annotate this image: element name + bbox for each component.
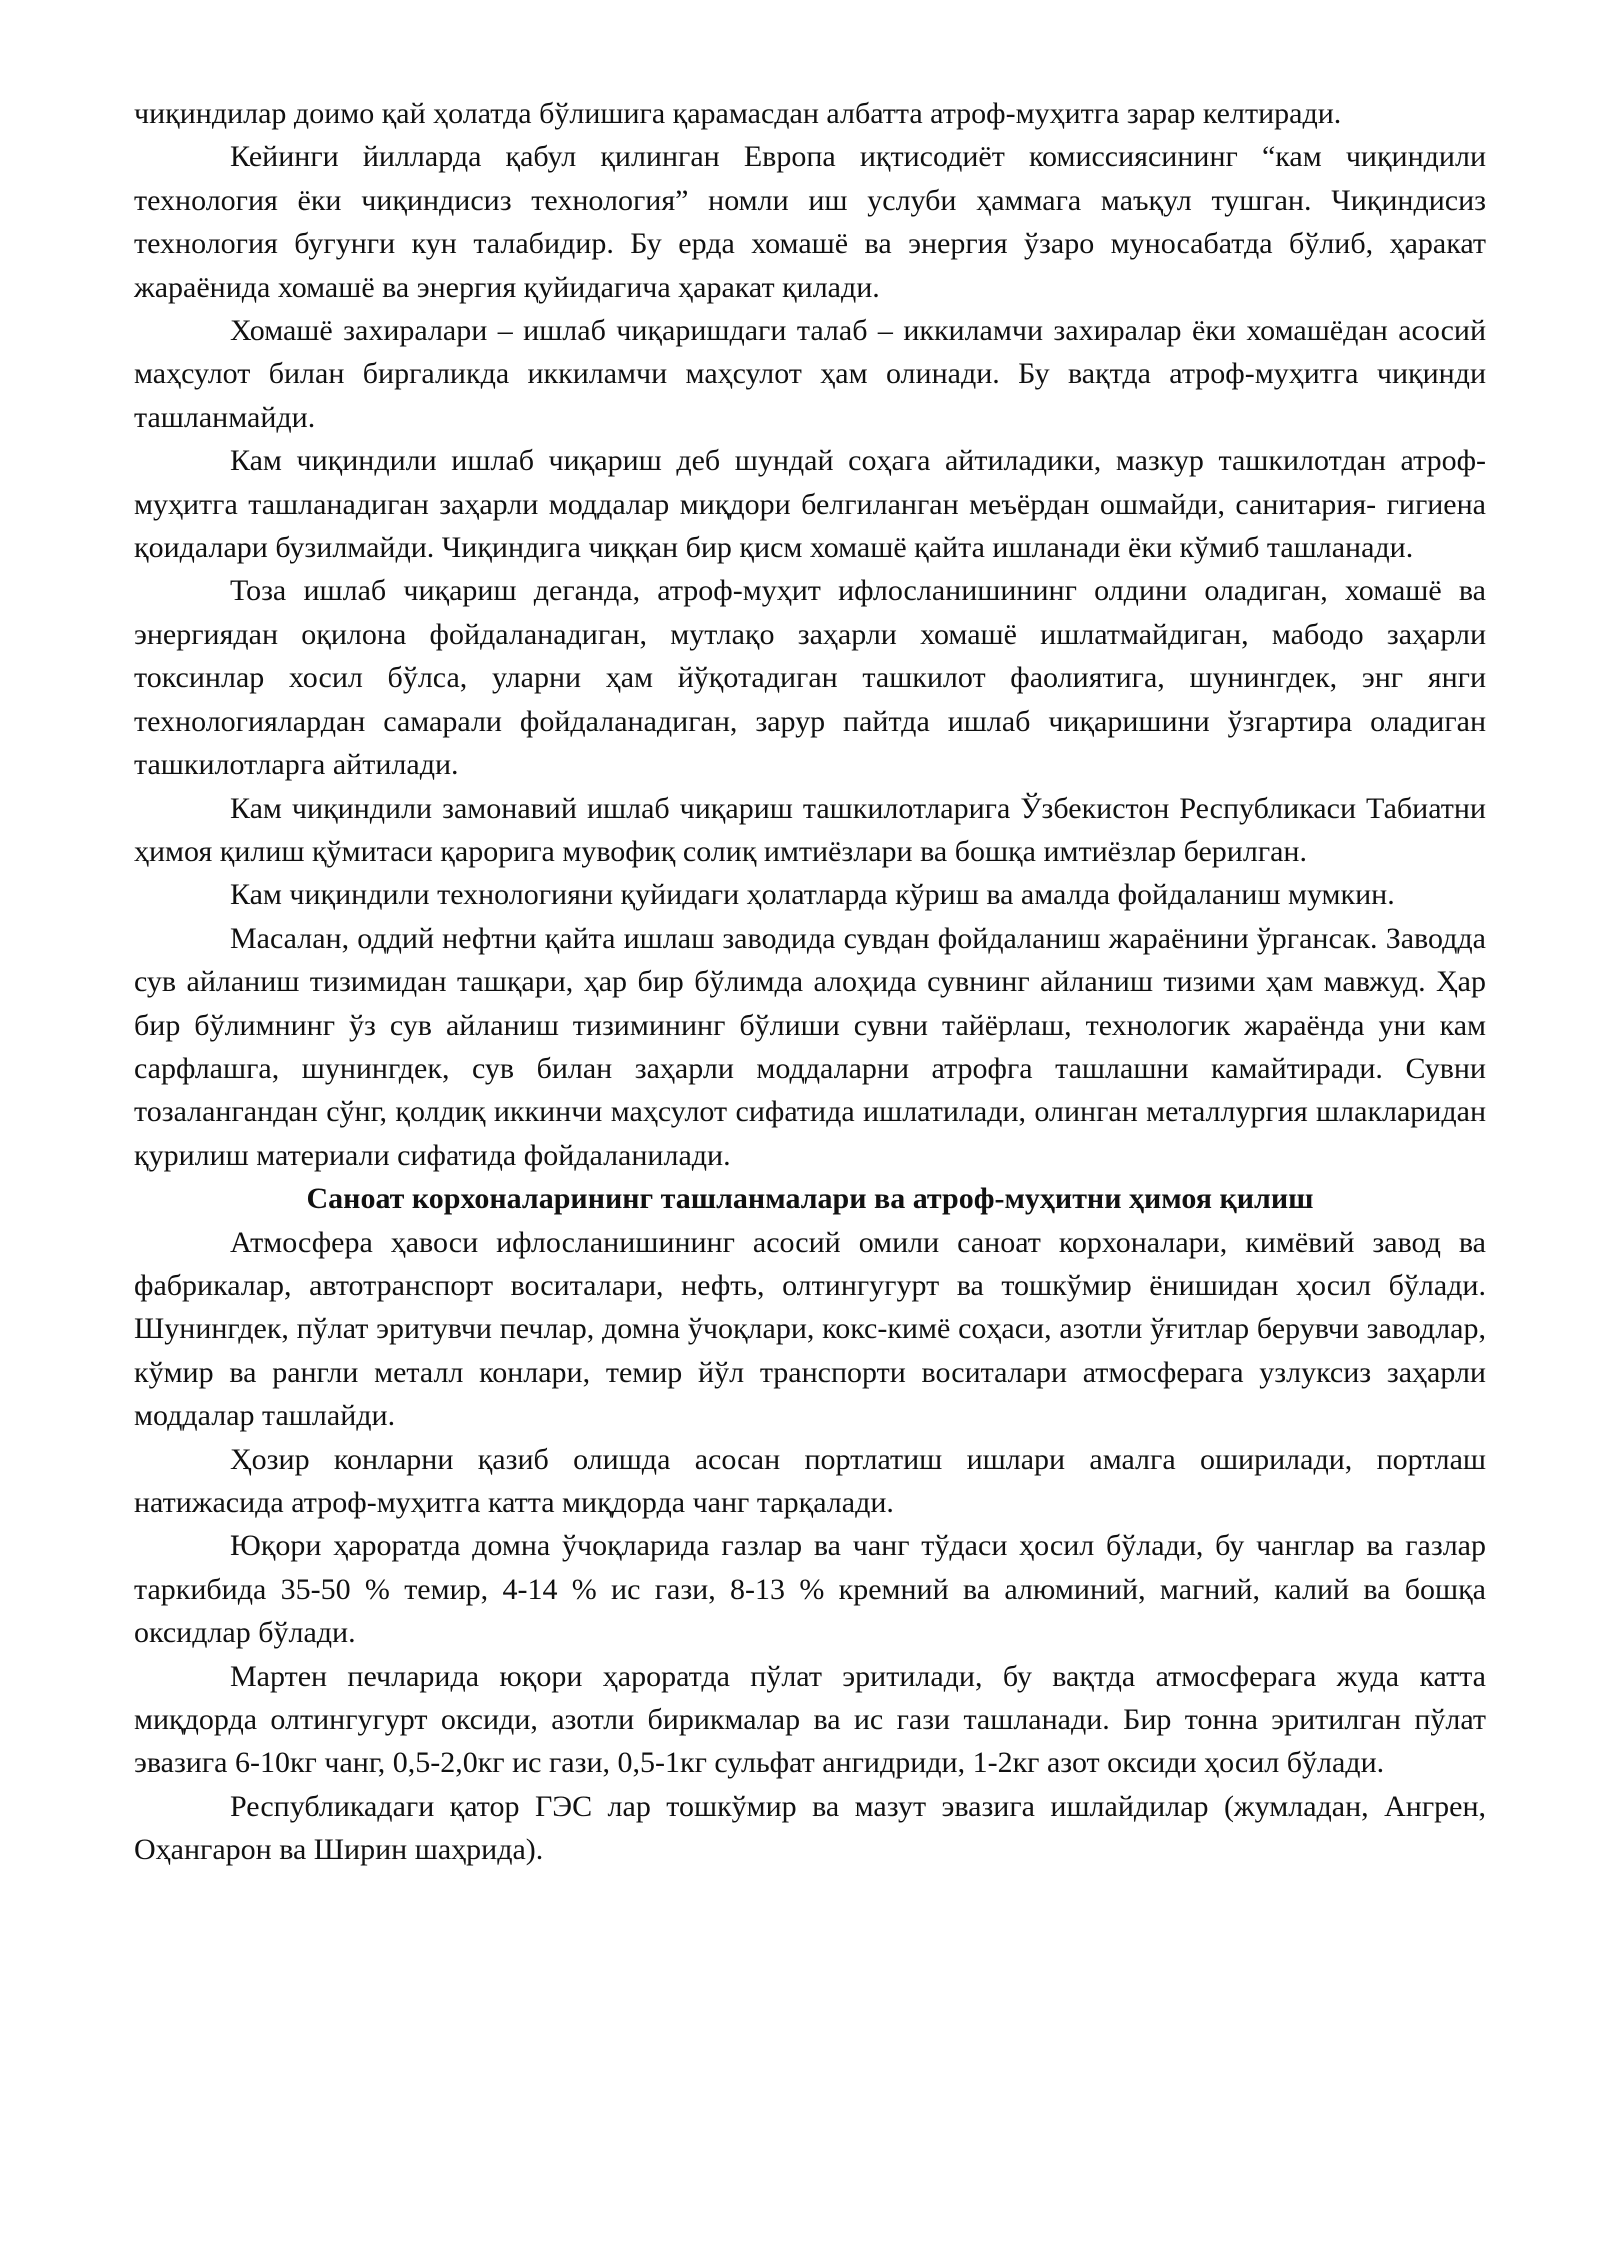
paragraph-blast-furnace-gases: Юқори ҳароратда домна ўчоқларида газлар ва чанг тўдаси ҳосил бўлади, бу чанглар ва газлар таркибида 35-50 % темир, 4-14 % ис гази, 8-13 % кремний ва алюминий, магний, калий ва бошқа оксидлар бўлади. — [134, 1529, 1486, 1650]
paragraph-mining-blasting: Ҳозир конларни қазиб олишда асосан портлатиш ишлари амалга оширилади, портлаш натижасида атроф-муҳитга катта миқдорда чанг тарқалади. — [134, 1442, 1486, 1519]
paragraph-low-waste-production: Кам чиқиндили ишлаб чиқариш деб шундай соҳага айтиладики, мазкур ташкилотдан атроф-муҳитга ташланадиган заҳарли моддалар миқдори белгиланган меъёрдан ошмайди, санитария- гигиена қоидалари бузилмайди. Чиқиндига чиққан бир қисм хомашё қайта ишланади ёки кўмиб ташланади. — [134, 444, 1486, 565]
paragraph-tax-benefits: Кам чиқиндили замонавий ишлаб чиқариш ташкилотларига Ўзбекистон Республикаси Табиатни ҳимоя қилиш қўмитаси қарорига мувофиқ солиқ имтиёзлари ва бошқа имтиёзлар берилган. — [134, 791, 1486, 868]
paragraph-raw-material-reserves: Хомашё захиралари – ишлаб чиқаришдаги талаб – иккиламчи захиралар ёки хомашёдан асосий маҳсулот билан биргаликда иккиламчи маҳсулот ҳам олинади. Бу вақтда атроф-муҳитга чиқинди ташланмайди. — [134, 314, 1486, 434]
paragraph-clean-production: Тоза ишлаб чиқариш деганда, атроф-муҳит ифлосланишининг олдини оладиган, хомашё ва энергиядан оқилона фойдаланадиган, мутлақо заҳарли хомашё ишлатмайдиган, мабодо заҳарли токсинлар хосил бўлса, уларни ҳам йўқотадиган ташкилот фаолиятига, шунингдек, энг янги технологиялардан самарали фойдаланадиган, зарур пайтда ишлаб чиқаришини ўзгартира оладиган ташкилотларга айтилади. — [134, 574, 1486, 782]
paragraph-continuation: чиқиндилар доимо қай ҳолатда бўлишига қарамасдан албатта атроф-муҳитга зарар келтиради. — [134, 97, 1342, 130]
paragraph-low-waste-technology: Кам чиқиндили технологияни қуйидаги ҳолатларда кўриш ва амалда фойдаланиш мумкин. — [230, 878, 1395, 912]
document-page — [134, 92, 1486, 1872]
paragraph-power-stations: Республикадаги қатор ГЭС лар тошкўмир ва мазут эвазига ишлайдилар (жумладан, Ангрен, Оҳангарон ва Ширин шаҳрида). — [134, 1789, 1486, 1867]
section-heading: Саноат корхоналарининг ташланмалари ва атроф-муҳитни ҳимоя қилиш — [306, 1182, 1314, 1216]
paragraph-oil-refinery-example: Масалан, оддий нефтни қайта ишлаш заводида сувдан фойдаланиш жараёнини ўргансак. Заводда сув айланиш тизимидан ташқари, ҳар бир бўлимда алоҳида сувнинг айланиш тизими ҳам мавжуд. Ҳар бир бўлимнинг ўз сув айланиш тизимининг бўлиши сувни тайёрлаш, технологик жараёнда уни кам сарфлашга, шунингдек, сув билан заҳарли моддаларни атрофга ташлашни камайтиради. Сувни тозалангандан сўнг, қолдиқ иккинчи маҳсулот сифатида ишлатилади, олинган металлургия шлакларидан қурилиш материали сифатида фойдаланилади. — [134, 921, 1486, 1172]
paragraph-europe-commission: Кейинги йилларда қабул қилинган Европа иқтисодиёт комиссиясининг “кам чиқиндили технология ёки чиқиндисиз технология” номли иш услуби ҳаммага маъқул тушган. Чиқиндисиз технология бугунги кун талабидир. Бу ерда хомашё ва энергия ўзаро муносабатда бўлиб, ҳаракат жараёнида хомашё ва энергия қуйидагича ҳаракат қилади. — [134, 140, 1486, 304]
paragraph-air-pollution-sources: Атмосфера ҳавоси ифлосланишининг асосий омили саноат корхоналари, кимёвий завод ва фабрикалар, автотранспорт воситалари, нефть, олтингугурт ва тошкўмир ёнишидан ҳосил бўлади. Шунингдек, пўлат эритувчи печлар, домна ўчоқлари, кокс-кимё соҳаси, азотли ўғитлар берувчи заводлар, кўмир ва рангли металл конлари, темир йўл транспорти воситалари атмосферага узлуксиз заҳарли моддалар ташлайди. — [134, 1225, 1486, 1433]
paragraph-open-hearth-furnaces: Мартен печларида юқори ҳароратда пўлат эритилади, бу вақтда атмосферага жуда катта миқдорда олтингугурт оксиди, азотли бирикмалар ва ис гази ташланади. Бир тонна эритилган пўлат эвазига 6-10кг чанг, 0,5-2,0кг ис гази, 0,5-1кг сульфат ангидриди, 1-2кг азот оксиди ҳосил бўлади. — [134, 1659, 1486, 1780]
